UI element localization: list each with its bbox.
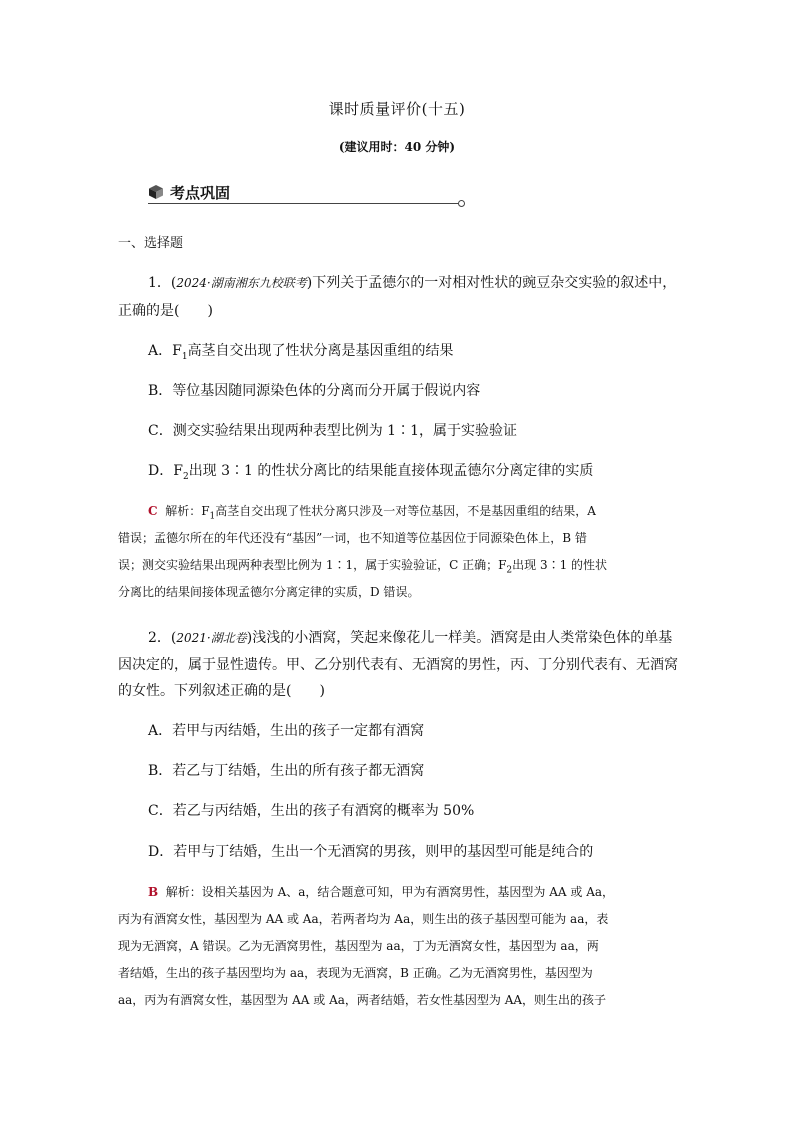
q2-explanation-line1: B 解析：设相关基因为 A、a，结合题意可知，甲为有酒窝男性，基因型为 AA 或 Aa，: [148, 885, 615, 899]
q1-answer: C: [148, 504, 158, 518]
q1-stem-line1: 1．(2024·湖南湘东九校联考)下列关于孟德尔的一对相对性状的豌豆杂交实验的叙述中，: [148, 275, 677, 291]
section-heading: 考点巩固: [170, 184, 231, 202]
q1-option-d: D．$F_2$出现 3∶1 的性状分离比的结果能直接体现孟德尔分离定律的实质: [148, 463, 594, 482]
q1-explanation-line4: 分离比的结果间接体现孟德尔分离定律的实质，D 错误。: [118, 585, 420, 599]
q2-explanation-line2: 丙为有酒窝女性，基因型为 AA 或 Aa，若两者均为 Aa，则生出的孩子基因型可能为 aa，表: [118, 912, 609, 926]
q1-explanation-line2: 错误；孟德尔所在的年代还没有“基因”一词，也不知道等位基因位于同源染色体上，B 错: [118, 531, 587, 545]
section-rule: [148, 203, 460, 204]
q2-stem-line2: 因决定的，属于显性遗传。甲、乙分别代表有、无酒窝的男性，丙、丁分别代表有、无酒窝: [118, 657, 678, 673]
part-heading: 一、选择题: [118, 236, 184, 251]
q1-option-b: B．等位基因随同源染色体的分离而分开属于假说内容: [148, 383, 481, 399]
q1-option-c: C．测交实验结果出现两种表型比例为 1∶1，属于实验验证: [148, 423, 517, 439]
q1-option-a: A．$F_1$高茎自交出现了性状分离是基因重组的结果: [148, 343, 454, 362]
q2-option-d: D．若甲与丁结婚，生出一个无酒窝的男孩，则甲的基因型可能是纯合的: [148, 844, 594, 860]
q2-source: 2021·湖北卷: [176, 631, 247, 645]
section-header: [148, 182, 466, 206]
suggested-time: (建议用时：40 分钟): [338, 140, 456, 154]
q2-explanation-line4: 者结婚，生出的孩子基因型均为 aa，表现为无酒窝，B 正确。乙为无酒窝男性，基因型为: [118, 966, 593, 980]
q2-answer: B: [148, 885, 159, 899]
cube-icon: [148, 184, 164, 200]
q2-stem-line3: 的女性。下列叙述正确的是( ): [118, 683, 325, 699]
q2-option-b: B．若乙与丁结婚，生出的所有孩子都无酒窝: [148, 763, 425, 779]
q1-explanation-line1: C 解析：$F_1$高茎自交出现了性状分离只涉及一对等位基因，不是基因重组的结果，A: [148, 504, 596, 522]
q2-explanation-line5: aa，丙为有酒窝女性，基因型为 AA 或 Aa，两者结婚，若女性基因型为 AA，则生出的孩子: [118, 993, 607, 1007]
q2-option-a: A．若甲与丙结婚，生出的孩子一定都有酒窝: [148, 723, 425, 739]
q1-source: 2024·湖南湘东九校联考: [176, 276, 307, 290]
q2-explanation-line3: 现为无酒窝，A 错误。乙为无酒窝男性，基因型为 aa，丁为无酒窝女性，基因型为 aa，两: [118, 939, 599, 953]
q2-option-c: C．若乙与丙结婚，生出的孩子有酒窝的概率为 50%: [148, 803, 475, 819]
rule-end-dot: [458, 200, 465, 207]
page-title: 课时质量评价(十五): [328, 100, 466, 118]
q1-stem-line2: 正确的是( ): [118, 303, 213, 319]
q1-explanation-line3: 误；测交实验结果出现两种表型比例为 1∶1，属于实验验证，C 正确；$F_2$出现 3∶1 的性状: [118, 558, 608, 576]
q2-stem-line1: 2．(2021·湖北卷)浅浅的小酒窝，笑起来像花儿一样美。酒窝是由人类常染色体的单基: [148, 630, 673, 646]
